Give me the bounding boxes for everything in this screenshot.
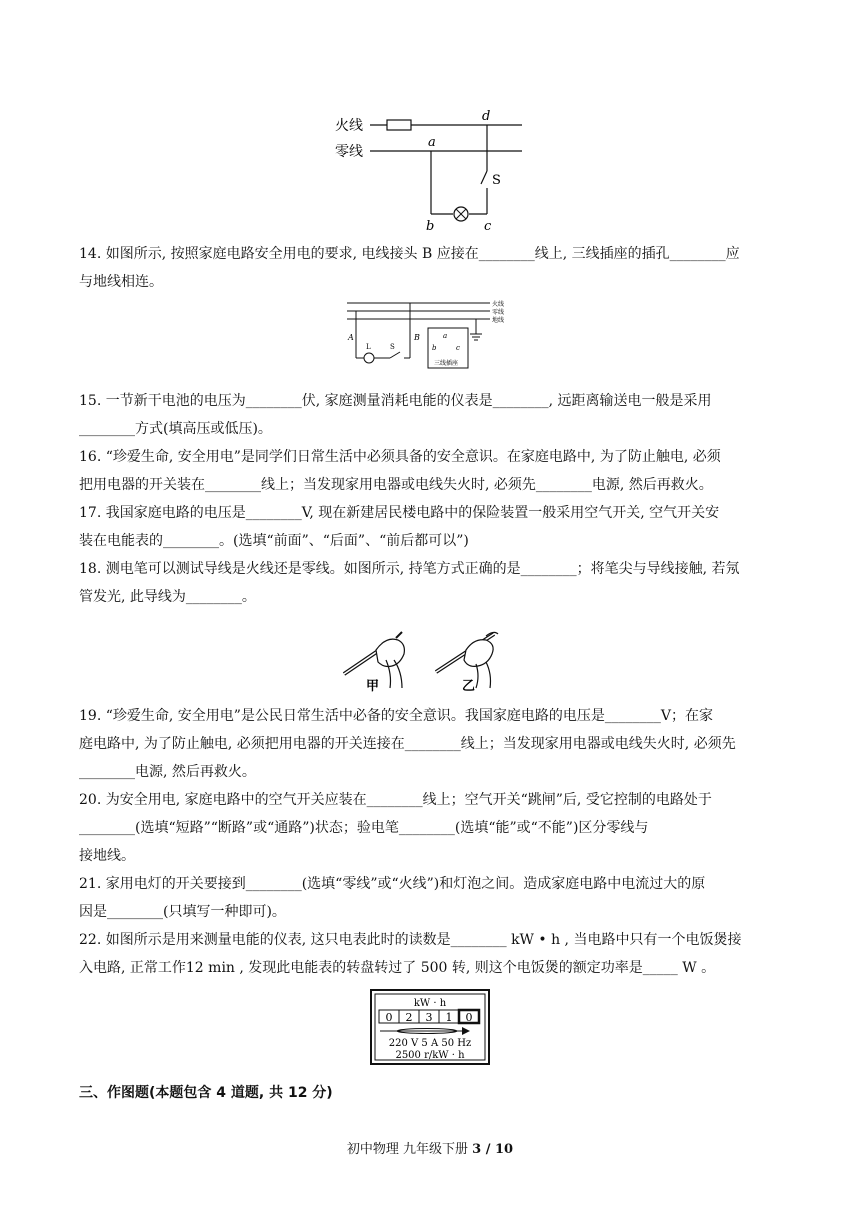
question-21-line-1: 21. 家用电灯的开关要接到________(选填“零线”或“火线”)和灯泡之间。造成家庭电路中电流过大的原	[79, 876, 706, 892]
energy-meter-figure	[370, 989, 490, 1065]
meter-digit-4: 1	[445, 1011, 453, 1024]
svg-text:S: S	[492, 173, 501, 188]
svg-text:a: a	[428, 135, 436, 150]
question-20-line-1: 20. 为安全用电, 家庭电路中的空气开关应装在________线上；空气开关“跳闸”后, 受它控制的电路处于	[79, 792, 712, 808]
switch-symbol	[481, 171, 487, 184]
meter-digit-3: 3	[425, 1011, 433, 1024]
page-number: 3 / 10	[472, 1142, 514, 1157]
question-22-line-2: 入电路, 正常工作12 min , 发现此电能表的转盘转过了 500 转, 则这个电饭煲的额定功率是_____ W 。	[79, 960, 716, 976]
meter-spec-1: 220 V 5 A 50 Hz	[388, 1038, 472, 1049]
question-17-line-1: 17. 我国家庭电路的电压是________V, 现在新建居民楼电路中的保险装置一般采用空气开关, 空气开关安	[79, 505, 720, 521]
question-16-line-1: 16. “珍爱生命, 安全用电”是同学们日常生活中必须具备的安全意识。在家庭电路中, 为了防止触电, 必须	[79, 449, 721, 465]
question-20-line-3: 接地线。	[79, 848, 135, 864]
question-14-line-1: 14. 如图所示, 按照家庭电路安全用电的要求, 电线接头 B 应接在________线上, 三线插座的插孔________应	[79, 246, 740, 262]
question-19-line-2: 庭电路中, 为了防止触电, 必须把用电器的开关连接在________线上；当发现家用电器或电线失火时, 必须先	[79, 736, 736, 752]
label-jia: 甲	[366, 679, 380, 692]
meter-digit-boxes	[379, 1010, 479, 1024]
section-3-heading: 三、作图题(本题包含 4 道题, 共 12 分)	[79, 1085, 333, 1101]
test-pen-figure-18	[336, 620, 516, 692]
fuse-symbol	[387, 120, 411, 130]
question-14-line-2: 与地线相连。	[79, 274, 163, 290]
question-18-line-1: 18. 测电笔可以测试导线是火线还是零线。如图所示, 持笔方式正确的是________；将笔尖与导线接触, 若氖	[79, 561, 740, 577]
neutral-wire-label: 零线	[335, 144, 363, 160]
svg-text:三线插座: 三线插座	[434, 360, 459, 367]
meter-unit: kW · h	[413, 998, 447, 1009]
svg-text:d: d	[482, 109, 491, 124]
question-21-line-2: 因是________(只填写一种即可)。	[79, 904, 286, 920]
svg-text:c: c	[456, 344, 460, 352]
svg-text:地线: 地线	[492, 317, 505, 324]
svg-text:A: A	[348, 333, 354, 342]
question-18-line-2: 管发光, 此导线为________。	[79, 589, 256, 605]
svg-text:B: B	[414, 333, 420, 342]
question-19-line-3: ________电源, 然后再救火。	[79, 764, 256, 780]
svg-text:b: b	[432, 344, 437, 352]
meter-digit-5: 0	[465, 1011, 473, 1024]
footer-text: 初中物理 九年级下册	[346, 1142, 473, 1157]
svg-text:L: L	[366, 343, 371, 351]
live-wire-label: 火线	[335, 118, 363, 134]
question-15-line-1: 15. 一节新干电池的电压为________伏, 家庭测量消耗电能的仪表是________, 远距离输送电一般是采用	[79, 393, 712, 409]
meter-spec-2: 2500 r/kW · h	[395, 1050, 465, 1061]
meter-digit-1: 0	[385, 1011, 393, 1024]
svg-text:b: b	[426, 219, 435, 234]
question-19-line-1: 19. “珍爱生命, 安全用电”是公民日常生活中必备的安全意识。我国家庭电路的电压是________V；在家	[79, 708, 714, 724]
question-15-line-2: ________方式(填高压或低压)。	[79, 421, 272, 437]
question-22-line-1: 22. 如图所示是用来测量电能的仪表, 这只电表此时的读数是________ kW • h , 当电路中只有一个电饭煲接	[79, 932, 742, 948]
question-16-line-2: 把用电器的开关装在________线上；当发现家用电器或电线失火时, 必须先________电源, 然后再救火。	[79, 477, 713, 493]
svg-text:S: S	[390, 343, 395, 351]
circuit-diagram-13	[330, 106, 530, 236]
page-footer	[0, 1138, 860, 1157]
socket-diagram-14	[342, 298, 512, 374]
meter-digit-2: 2	[405, 1011, 413, 1024]
svg-text:火线: 火线	[492, 301, 505, 308]
svg-text:零线: 零线	[492, 309, 505, 316]
svg-text:c: c	[484, 219, 492, 234]
svg-text:a: a	[443, 332, 448, 340]
question-17-line-2: 装在电能表的________。(选填“前面”、“后面”、“前后都可以”)	[79, 533, 469, 549]
question-20-line-2: ________(选填“短路”“断路”或“通路”)状态；验电笔________(选填“能”或“不能”)区分零线与	[79, 820, 649, 836]
label-yi: 乙	[462, 679, 476, 692]
